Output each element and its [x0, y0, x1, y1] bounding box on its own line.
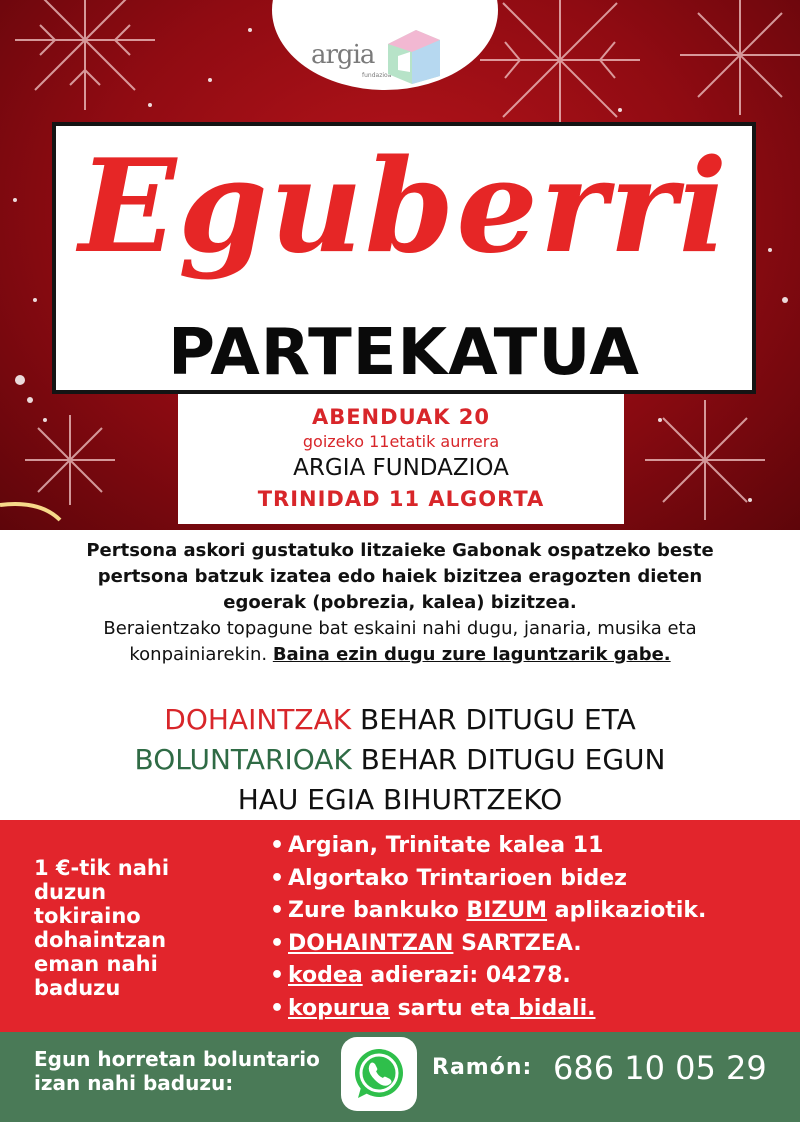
donation-link[interactable]: DOHAINTZAN	[288, 930, 454, 956]
house-logo-icon	[382, 26, 444, 86]
cta-volunteers: BOLUNTARIOAK	[134, 743, 352, 776]
cta-text: BEHAR DITUGU EGUN	[360, 743, 666, 776]
title-script: Eguberri	[78, 132, 730, 282]
bullet: •	[270, 963, 285, 988]
intro-line: Beraientzako topagune bat eskaini nahi dugu, janaria, musika eta	[103, 618, 697, 639]
intro-text-part: konpainiarekin.	[129, 644, 268, 665]
bullet: •	[270, 898, 285, 923]
cta-donations: DOHAINTZAK	[164, 703, 352, 736]
bizum-link[interactable]: BIZUM	[466, 898, 548, 923]
donation-list	[270, 830, 706, 1025]
event-address: TRINIDAD 11 ALGORTA	[257, 487, 545, 511]
intro-underlined-text: Baina ezin dugu zure laguntzarik gabe.	[272, 644, 671, 665]
list-item	[270, 960, 706, 993]
list-item-text: Algortako Trintarioen bidez	[288, 865, 627, 891]
event-organization: ARGIA FUNDAZIOA	[293, 455, 509, 481]
cta-text: BEHAR DITUGU ETA	[359, 703, 636, 736]
intro-line: egoerak (pobrezia, kalea) bizitzea.	[223, 592, 577, 613]
list-item-text: sartu eta	[389, 995, 511, 1021]
bullet: •	[270, 995, 285, 1021]
logo-subtitle: fundazioa	[362, 72, 392, 79]
amount-link[interactable]: kopurua	[288, 995, 390, 1021]
contact-phone[interactable]: 686 10 05 29	[553, 1049, 767, 1087]
list-item-text: aplikaziotik.	[547, 898, 707, 923]
list-item	[270, 863, 706, 896]
title-box	[52, 122, 756, 394]
bullet: •	[270, 930, 285, 956]
list-item-text: adierazi: 04278.	[362, 963, 571, 988]
hero-banner	[0, 0, 800, 530]
event-date: ABENDUAK 20	[311, 405, 491, 429]
list-item	[270, 830, 706, 863]
bullet: •	[270, 833, 285, 858]
cta-text: HAU EGIA BIHURTZEKO	[237, 783, 563, 816]
whatsapp-icon[interactable]	[340, 1036, 418, 1112]
contact-name: Ramón:	[432, 1055, 533, 1080]
list-item-text: SARTZEA.	[453, 930, 582, 956]
logo-name: argia	[311, 40, 375, 70]
title-main: PARTEKATUA	[168, 316, 640, 390]
light-streak	[0, 504, 60, 520]
list-item-text: Argian, Trinitate kalea 11	[288, 833, 604, 858]
call-to-action	[20, 700, 780, 820]
intro-line-last	[20, 642, 780, 668]
code-link[interactable]: kodea	[288, 963, 363, 988]
whatsapp-icon-svg	[340, 1036, 418, 1112]
bullet: •	[270, 865, 285, 891]
list-item	[270, 993, 706, 1026]
intro-line: pertsona batzuk izatea edo haiek bizitzea eragozten dieten	[97, 566, 703, 587]
donation-intro: 1 €-tik nahi duzun tokiraino dohaintzan eman nahi baduzu	[34, 856, 170, 1000]
list-item-text: Zure bankuko	[288, 898, 467, 923]
volunteer-text: Egun horretan boluntario izan nahi baduzu:	[34, 1047, 320, 1095]
list-item	[270, 895, 706, 928]
event-time: goizeko 11etatik aurrera	[302, 432, 500, 451]
list-item	[270, 928, 706, 961]
event-info-box	[178, 394, 624, 524]
intro-text	[20, 538, 780, 668]
send-link[interactable]: bidali.	[510, 995, 596, 1021]
intro-line: Pertsona askori gustatuko litzaieke Gabonak ospatzeko beste	[86, 540, 714, 561]
